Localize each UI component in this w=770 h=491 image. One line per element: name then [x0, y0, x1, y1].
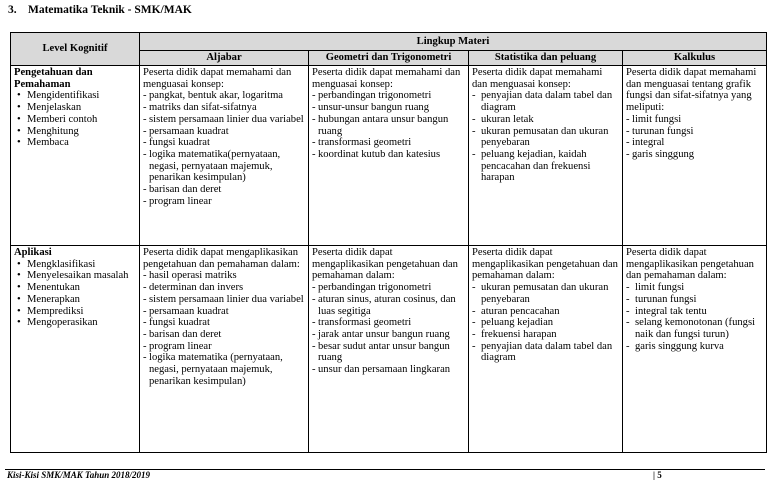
list-item: - unsur-unsur bangun ruang	[312, 102, 465, 114]
list-item: - hubungan antara unsur bangun ruang	[312, 114, 465, 137]
list-item: • Membaca	[14, 137, 136, 149]
aljabar-cell	[140, 66, 309, 246]
geometri-cell	[309, 246, 469, 453]
cell-intro: Peserta didik dapat mengaplikasikan pengetahuan dan pemahaman dalam:	[626, 247, 754, 282]
list-item: - aturan sinus, aturan cosinus, dan luas segitiga	[312, 294, 465, 317]
list-item: - persamaan kuadrat	[143, 126, 305, 138]
list-item: - perbandingan trigonometri	[312, 90, 465, 102]
list-item: - integral	[626, 137, 763, 149]
list-item: - penyajian data dalam tabel dan diagram	[472, 90, 619, 113]
list-item: - sistem persamaan linier dua variabel	[143, 114, 305, 126]
kalkulus-cell	[623, 66, 767, 246]
list-item: - transformasi geometri	[312, 137, 465, 149]
list-item: - integral tak tentu	[626, 306, 763, 318]
list-item: - matriks dan sifat-sifatnya	[143, 102, 305, 114]
level-kognitif-header: Level Kognitif	[11, 33, 140, 66]
list-item: - program linear	[143, 196, 305, 208]
aljabar-cell	[140, 246, 309, 453]
list-item: • Mengoperasikan	[14, 317, 136, 329]
cell-intro: Peserta didik dapat memahami dan menguasai konsep:	[472, 67, 603, 90]
materi-list	[626, 114, 763, 161]
level-items	[14, 259, 136, 329]
materi-list	[472, 282, 619, 364]
list-item: - limit fungsi	[626, 282, 763, 294]
kisi-kisi-table	[10, 32, 767, 453]
list-item: - turunan fungsi	[626, 294, 763, 306]
column-header-kalkulus: Kalkulus	[623, 51, 767, 66]
list-item: - turunan fungsi	[626, 126, 763, 138]
level-cell	[11, 66, 140, 246]
table-row	[11, 66, 767, 246]
list-item: - determinan dan invers	[143, 282, 305, 294]
column-header-geometri: Geometri dan Trigonometri	[309, 51, 469, 66]
list-item: - limit fungsi	[626, 114, 763, 126]
cell-intro: Peserta didik dapat mengaplikasikan pengetahuan dan pemahaman dalam:	[143, 247, 300, 270]
list-item: - logika matematika (pernyataan, negasi, pernyataan majemuk, penarikan kesimpulan)	[143, 352, 305, 387]
list-item: • Mengidentifikasi	[14, 90, 136, 102]
list-item: - garis singgung kurva	[626, 341, 763, 353]
lingkup-materi-header: Lingkup Materi	[140, 33, 767, 51]
list-item: - frekuensi harapan	[472, 329, 619, 341]
kalkulus-cell	[623, 246, 767, 453]
table-row	[11, 246, 767, 453]
list-item: - besar sudut antar unsur bangun ruang	[312, 341, 465, 364]
list-item: - unsur dan persamaan lingkaran	[312, 364, 465, 376]
page-footer	[5, 469, 765, 486]
footer-document-title: Kisi-Kisi SMK/MAK Tahun 2018/2019	[7, 470, 150, 480]
list-item: - ukuran letak	[472, 114, 619, 126]
list-item: - ukuran pemusatan dan ukuran penyebaran	[472, 282, 619, 305]
cell-intro: Peserta didik dapat memahami dan menguasai konsep:	[312, 67, 461, 90]
materi-list	[312, 282, 465, 376]
list-item: • Menghitung	[14, 126, 136, 138]
cell-intro: Peserta didik dapat memahami dan menguasai tentang grafik fungsi dan sifat-sifatnya yang meliputi:	[626, 67, 757, 114]
level-title: Aplikasi	[14, 247, 52, 258]
list-item: - penyajian data dalam tabel dan diagram	[472, 341, 619, 364]
statistika-cell	[469, 246, 623, 453]
cell-intro: Peserta didik dapat mengaplikasikan pengetahuan dan pemahaman dalam:	[312, 247, 458, 282]
materi-list	[626, 282, 763, 352]
list-item: - peluang kejadian	[472, 317, 619, 329]
list-item: • Menentukan	[14, 282, 136, 294]
list-item: - logika matematika(pernyataan, negasi, pernyataan majemuk, penarikan kesimpulan)	[143, 149, 305, 184]
list-item: - garis singgung	[626, 149, 763, 161]
list-item: - persamaan kuadrat	[143, 306, 305, 318]
list-item: - peluang kejadian, kaidah pencacahan dan frekuensi harapan	[472, 149, 619, 184]
list-item: - barisan dan deret	[143, 329, 305, 341]
statistika-cell	[469, 66, 623, 246]
list-item: - ukuran pemusatan dan ukuran penyebaran	[472, 126, 619, 149]
page-number: | 5	[653, 470, 662, 480]
list-item: - transformasi geometri	[312, 317, 465, 329]
level-cell	[11, 246, 140, 453]
materi-list	[143, 270, 305, 387]
column-header-statistika: Statistika dan peluang	[469, 51, 623, 66]
column-header-aljabar: Aljabar	[140, 51, 309, 66]
section-number: 3.	[8, 4, 17, 16]
list-item: - aturan pencacahan	[472, 306, 619, 318]
list-item: - fungsi kuadrat	[143, 317, 305, 329]
list-item: - sistem persamaan linier dua variabel	[143, 294, 305, 306]
list-item: • Menerapkan	[14, 294, 136, 306]
materi-list	[312, 90, 465, 160]
list-item: - fungsi kuadrat	[143, 137, 305, 149]
level-items	[14, 90, 136, 149]
geometri-cell	[309, 66, 469, 246]
cell-intro: Peserta didik dapat memahami dan menguasai konsep:	[143, 67, 292, 90]
list-item: - selang kemonotonan (fungsi naik dan fungsi turun)	[626, 317, 763, 340]
materi-list	[143, 90, 305, 207]
list-item: • Memberi contoh	[14, 114, 136, 126]
list-item: • Menyelesaikan masalah	[14, 270, 136, 282]
cell-intro: Peserta didik dapat mengaplikasikan pengetahuan dan pemahaman dalam:	[472, 247, 618, 282]
list-item: - perbandingan trigonometri	[312, 282, 465, 294]
list-item: • Memprediksi	[14, 306, 136, 318]
list-item: - pangkat, bentuk akar, logaritma	[143, 90, 305, 102]
section-title: Matematika Teknik - SMK/MAK	[28, 4, 192, 16]
list-item: - jarak antar unsur bangun ruang	[312, 329, 465, 341]
list-item: - koordinat kutub dan katesius	[312, 149, 465, 161]
level-title: Pengetahuan dan Pemahaman	[14, 67, 93, 90]
list-item: - barisan dan deret	[143, 184, 305, 196]
materi-list	[472, 90, 619, 184]
list-item: - hasil operasi matriks	[143, 270, 305, 282]
section-heading	[8, 4, 192, 16]
list-item: • Menjelaskan	[14, 102, 136, 114]
list-item: • Mengklasifikasi	[14, 259, 136, 271]
list-item: - program linear	[143, 341, 305, 353]
